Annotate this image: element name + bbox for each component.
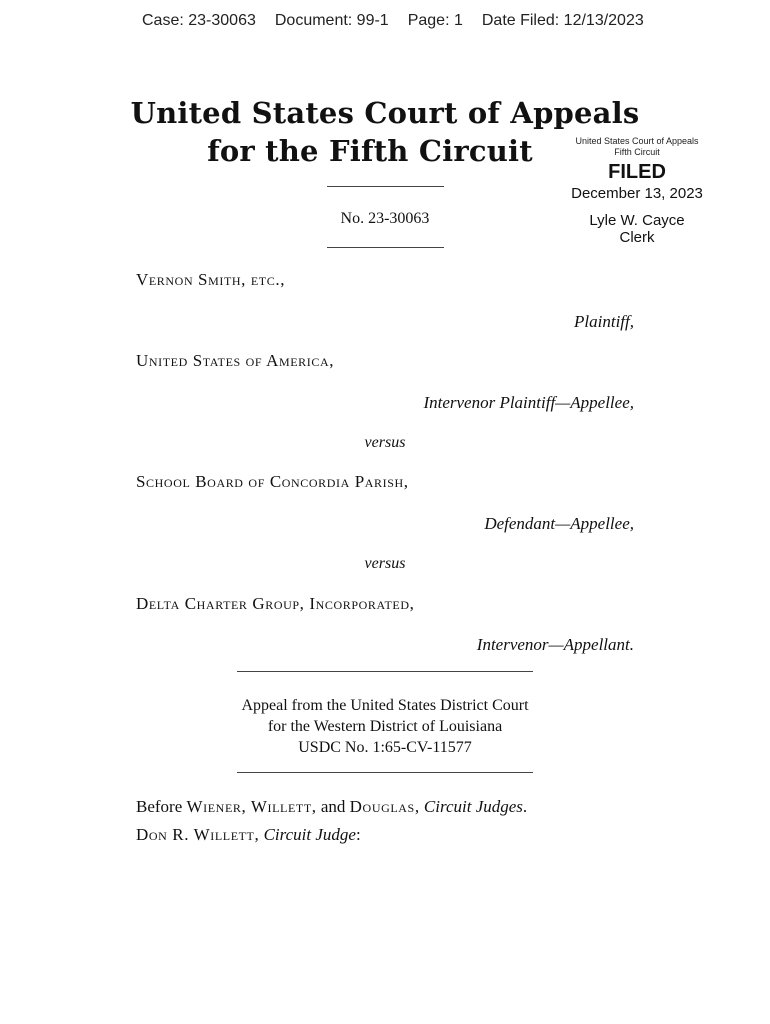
stamp-clerk-title: Clerk bbox=[619, 229, 655, 246]
party-intervenor-plaintiff: United States of America, bbox=[136, 351, 335, 370]
case-header bbox=[142, 12, 644, 30]
appeal-usdc-number: USDC No. 1:65-CV-11577 bbox=[298, 739, 472, 756]
circuit-judges-label: Circuit Judges bbox=[423, 797, 523, 816]
divider-rule bbox=[237, 772, 533, 773]
panel-line bbox=[136, 797, 527, 817]
divider-rule bbox=[237, 671, 533, 672]
filed-stamp bbox=[566, 136, 708, 246]
and-word: and bbox=[316, 797, 350, 816]
author-judge: Don R. Willett, bbox=[136, 825, 260, 844]
divider-rule bbox=[327, 247, 444, 248]
docket-number: No. 23-30063 bbox=[340, 210, 430, 227]
divider-rule bbox=[327, 186, 444, 187]
page-number-header: Page: 1 bbox=[407, 12, 463, 29]
appeal-line: Appeal from the United States District Court bbox=[241, 697, 529, 714]
party-intervenor-appellant: Delta Charter Group, Incorporated, bbox=[136, 594, 415, 613]
appeal-from-block bbox=[150, 695, 620, 758]
document-number-header: Document: 99-1 bbox=[274, 12, 389, 29]
case-number-header: Case: 23-30063 bbox=[142, 12, 256, 29]
party-role-plaintiff: Plaintiff, bbox=[574, 312, 634, 331]
stamp-clerk-name: Lyle W. Cayce bbox=[589, 212, 685, 229]
versus-label: versus bbox=[364, 434, 406, 451]
party-role-intervenor-plaintiff: Intervenor Plaintiff—Appellee, bbox=[423, 393, 634, 412]
party-role-defendant: Defendant—Appellee, bbox=[484, 514, 634, 533]
party-defendant: School Board of Concordia Parish, bbox=[136, 472, 409, 491]
author-line bbox=[136, 825, 361, 845]
date-filed-header: Date Filed: 12/13/2023 bbox=[481, 12, 644, 29]
stamp-circuit-name: Fifth Circuit bbox=[614, 147, 660, 157]
before-prefix: Before bbox=[136, 797, 187, 816]
court-title-line2: for the Fifth Circuit bbox=[207, 134, 533, 168]
versus-label: versus bbox=[364, 555, 406, 572]
colon: : bbox=[355, 825, 361, 844]
party-role-intervenor-appellant: Intervenor—Appellant. bbox=[476, 635, 634, 654]
period: . bbox=[522, 797, 528, 816]
stamp-filed-date: December 13, 2023 bbox=[571, 185, 703, 202]
stamp-court-name: United States Court of Appeals bbox=[575, 136, 699, 146]
panel-judges: Wiener, Willett, bbox=[186, 797, 317, 816]
stamp-filed-label: FILED bbox=[608, 161, 666, 183]
author-title: Circuit Judge bbox=[263, 825, 356, 844]
panel-last-judge: Douglas, bbox=[349, 797, 420, 816]
appeal-district: for the Western District of Louisiana bbox=[267, 718, 503, 735]
court-title-line1: United States Court of Appeals bbox=[130, 96, 640, 130]
party-plaintiff: Vernon Smith, etc., bbox=[136, 270, 286, 289]
